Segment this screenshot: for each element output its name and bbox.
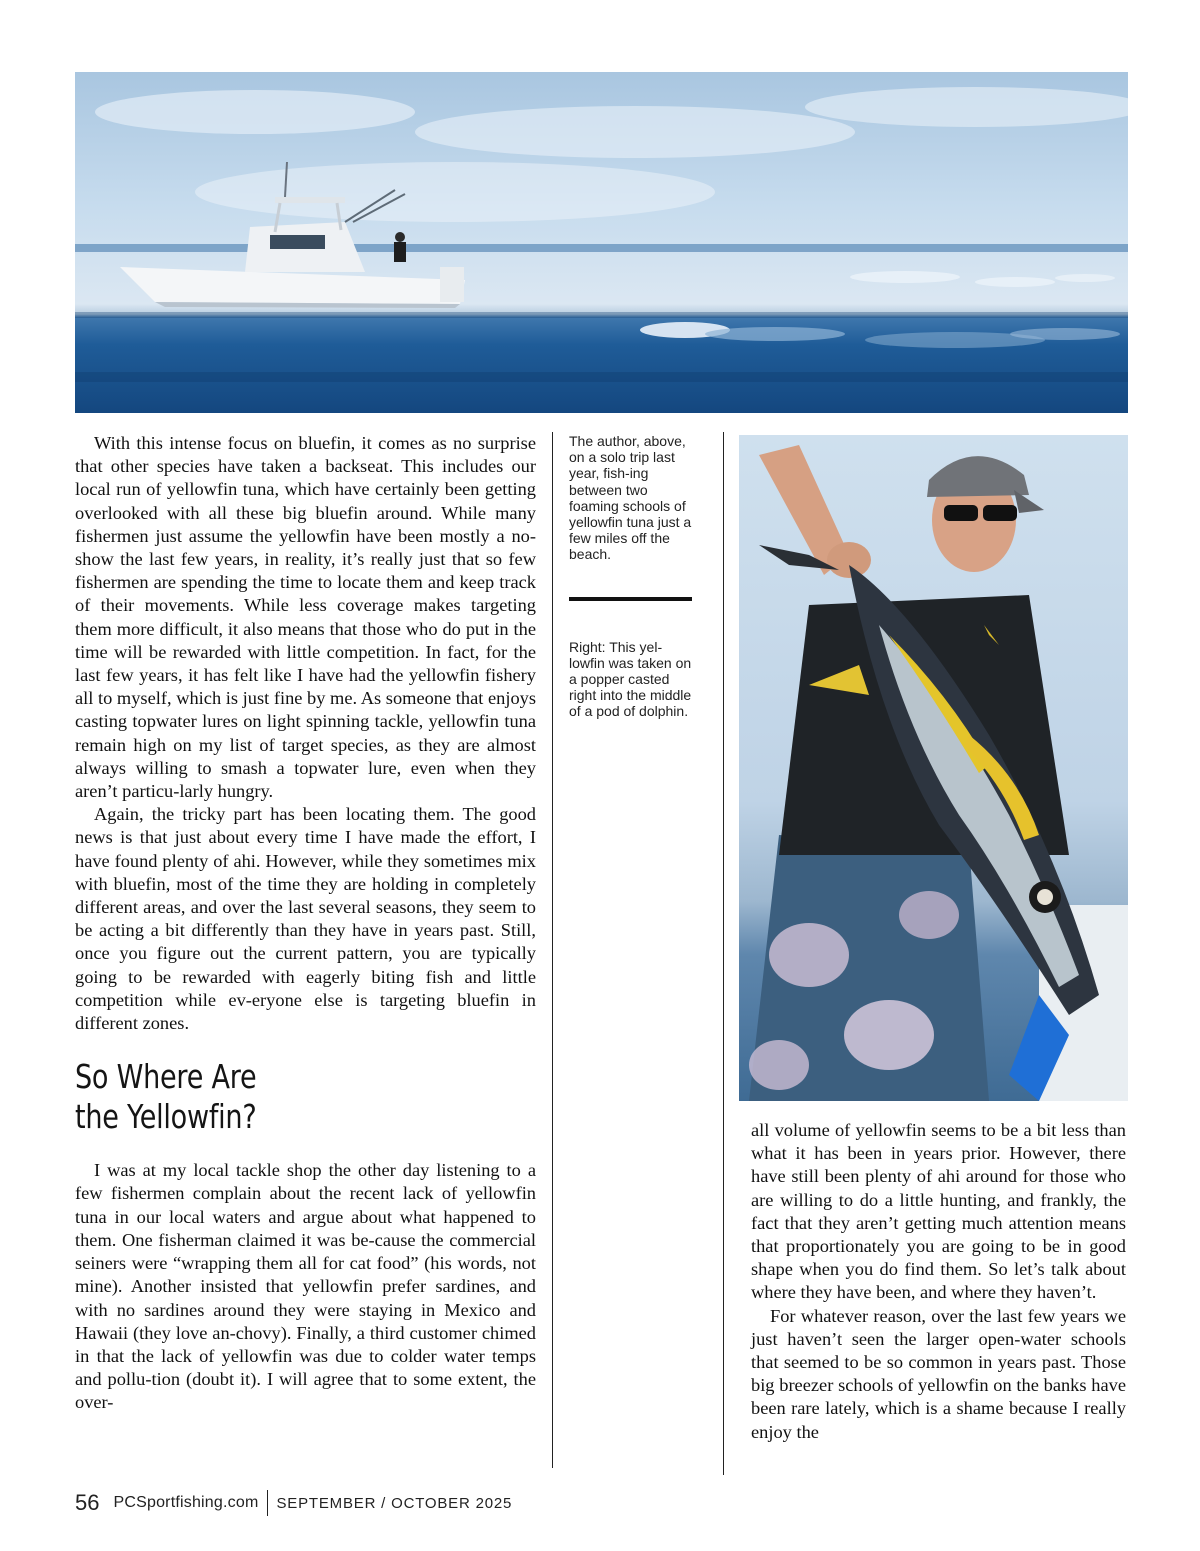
boat-photo xyxy=(75,72,1128,413)
footer-divider xyxy=(267,1490,268,1516)
site-url: PCSportfishing.com xyxy=(113,1494,259,1511)
article-paragraph: I was at my local tackle shop the other day listening to a few fishermen complain about the recent lack of yellowfin tuna in our local waters and argue about what happened to them. One fisherman claimed it was be-cause the commercial seiners were “wrapping them all for cat food” (his words, not mine). Another insisted that yellowfin prefer sardines, and with no sardines around they were staying in Mexico and Hawaii (they love an-chovy). Finally, a third customer chimed in that the lack of yellowfin was due to colder water temps and pollu-tion (doubt it). I will agree that to some extent, the over- xyxy=(75,1160,536,1413)
page-footer xyxy=(75,1488,512,1518)
article-paragraph: Again, the tricky part has been locating them. The good news is that just about every time I have made the effort, I have found plenty of ahi. However, while they sometimes mix with bluefin, most of the time they are holding in completely different areas, and over the last several seasons, they seem to be acting a bit differently than they have in years past. Still, once you figure out the current pattern, you are typically going to be rewarded with eagerly biting fish and little competition while ev-eryone else is targeting bluefin in different zones. xyxy=(75,804,536,1034)
angler-photo xyxy=(739,435,1128,1101)
photo-captions xyxy=(569,433,693,720)
page-number: 56 xyxy=(75,1490,100,1515)
issue-date: SEPTEMBER / OCTOBER 2025 xyxy=(276,1494,513,1512)
caption-separator xyxy=(569,597,692,601)
column-divider xyxy=(723,432,724,1475)
article-paragraph: For whatever reason, over the last few years we just haven’t seen the larger open-water schools that seemed to be so common in years past. Those big breezer schools of yellowfin on the banks have been rare lately, which is a shame because I really enjoy the xyxy=(751,1305,1126,1442)
article-right-column xyxy=(751,1119,1126,1444)
column-divider xyxy=(552,432,553,1468)
caption-right-photo: Right: This yel-lowfin was taken on a popper casted right into the middle of a pod of dolphin. xyxy=(569,638,692,720)
boat-photo-illustration xyxy=(75,72,1128,413)
section-heading xyxy=(75,1057,453,1137)
angler-photo-illustration xyxy=(739,435,1128,1101)
article-paragraph: all volume of yellowfin seems to be a bit less than what it has been in years prior. However, there have still been plenty of ahi around for those who are willing to do a little hunting, and frankly, the fact that they aren’t getting much attention means that proportionately you are going to be in good shape when you do find them. So let’s talk about where they have been, and where they haven’t. xyxy=(751,1120,1126,1303)
article-paragraph: With this intense focus on bluefin, it comes as no surprise that other species have taken a backseat. This includes our local run of yellowfin tuna, which have certainly been getting overlooked with all these big bluefin around. While many fishermen just assume the yellowfin have been mostly a no-show the last few years, in reality, it’s really just that so few fishermen are spending the time to locate them and keep track of their movements. While less coverage makes targeting them more difficult, it also means that those who do put in the time will be rewarded with little competition. In fact, for the last few years, it has felt like I have had the yellowfin fishery all to myself, which is just fine by me. As someone that enjoys casting topwater lures on light spinning tackle, yellowfin tuna remain high on my list of target species, as they are almost always willing to smash a topwater lure, even when they aren’t particu-larly hungry. xyxy=(75,433,536,802)
section-heading-line: the Yellowfin? xyxy=(75,1097,257,1137)
article-left-column xyxy=(75,432,536,1415)
caption-top-photo: The author, above, on a solo trip last year, fish-ing between two foaming schools of yellowfin tuna just a few miles off the beach. xyxy=(569,433,692,563)
section-heading-line: So Where Are xyxy=(75,1057,257,1097)
